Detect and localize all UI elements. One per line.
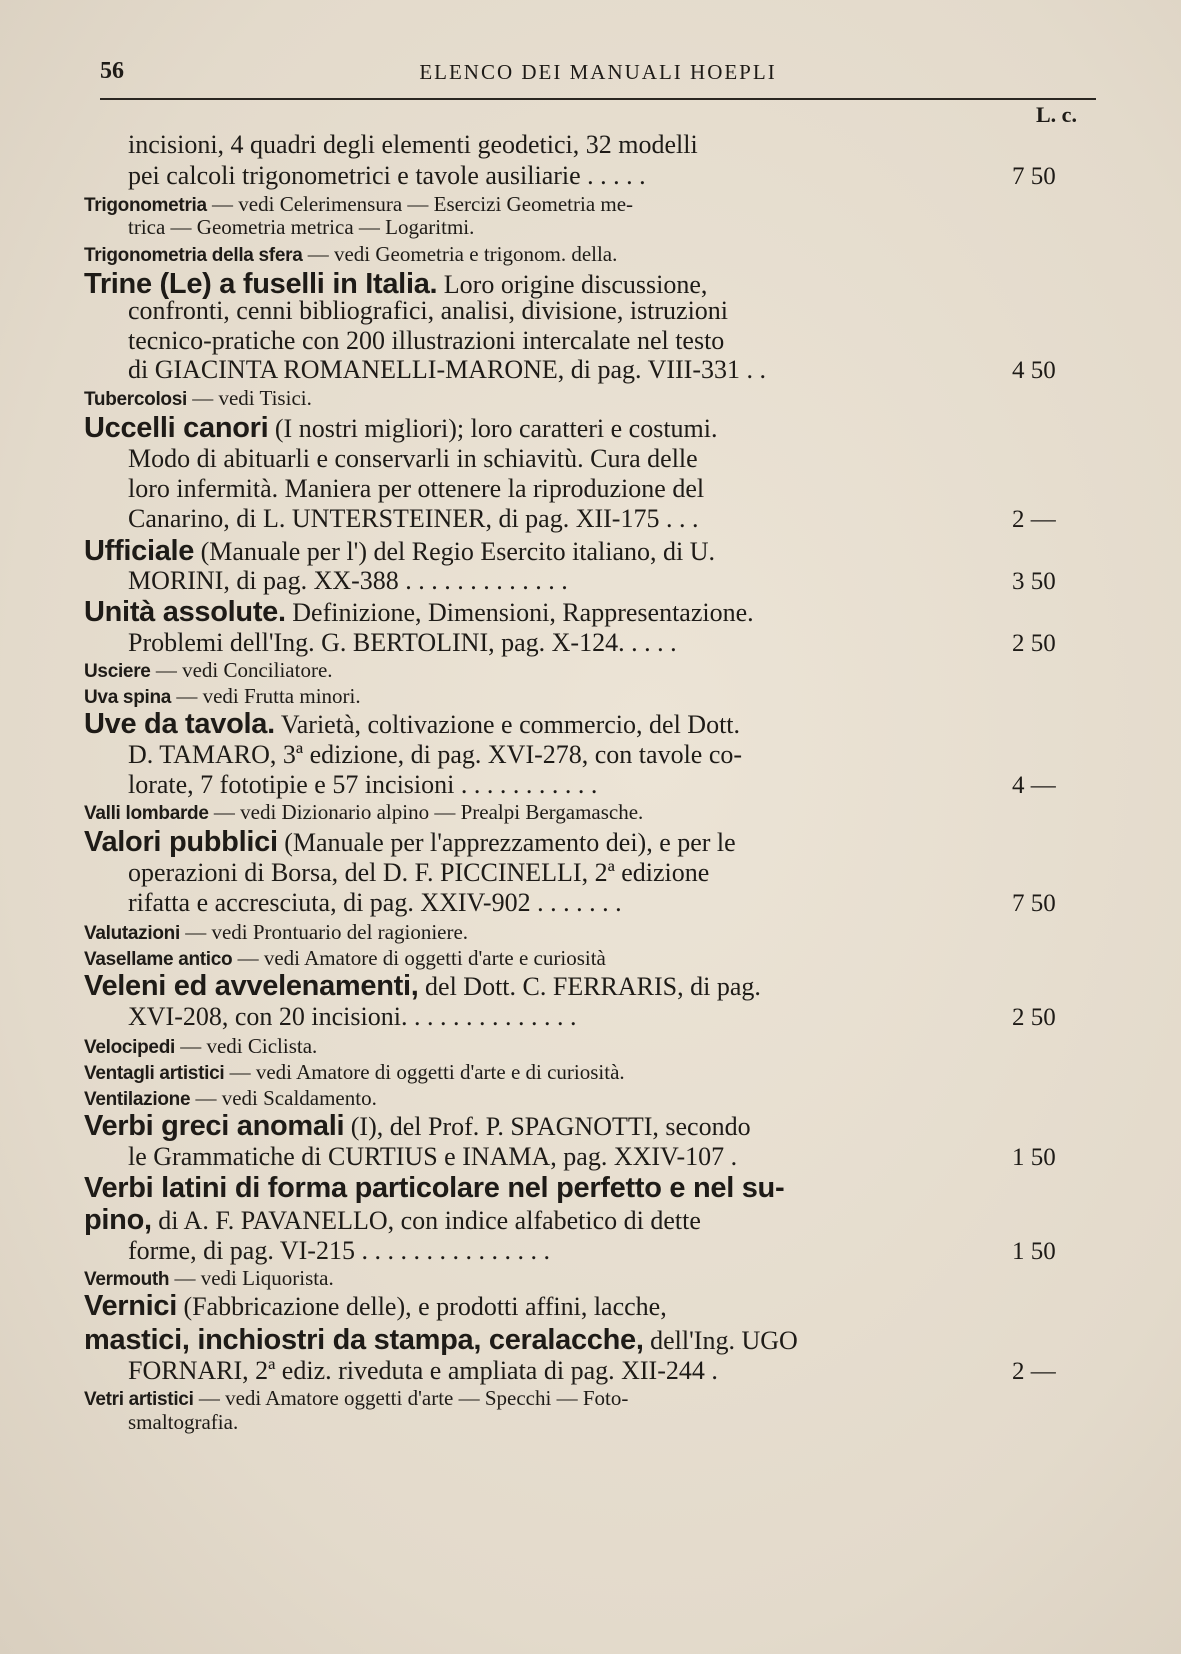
entry-price: 7 50 <box>1012 163 1056 190</box>
entry-line <box>84 244 617 265</box>
entry-headword: Ventilazione <box>84 1089 191 1110</box>
entry-headword: Ufficiale <box>84 535 195 567</box>
entry-line <box>84 1292 667 1321</box>
entry-text: D. TAMARO, 3ª edizione, di pag. XVI-278, con tavole co- <box>128 740 743 769</box>
entry-line <box>128 1358 718 1384</box>
entry-headword: Valori pubblici <box>84 826 278 858</box>
entry-line <box>84 828 736 857</box>
entry-price: 2 — <box>1012 1358 1056 1385</box>
entry-text: rifatta e accresciuta, di pag. XXIV-902 . . . . . . . <box>128 888 622 917</box>
entry-text: le Grammatiche di CURTIUS e INAMA, pag. XXIV-107 . <box>128 1142 738 1171</box>
entry-text: Definizione, Dimensioni, Rappresentazione. <box>285 598 754 627</box>
entry-line <box>128 446 698 472</box>
entry-line <box>84 1268 334 1289</box>
entry-text: (Manuale per l') del Regio Esercito italiano, di U. <box>194 537 716 566</box>
entry-headword: Veleni ed avvelenamenti, <box>84 970 419 1002</box>
entry-line <box>84 1036 317 1057</box>
entry-text: (Fabbricazione delle), e prodotti affini, lacche, <box>177 1292 667 1321</box>
entry-line <box>84 972 761 1001</box>
entry-headword: Trigonometria della sfera <box>84 245 303 266</box>
entry-text: forme, di pag. VI-215 . . . . . . . . . . . . . . . <box>128 1236 550 1265</box>
entry-text: — vedi Amatore di oggetti d'arte e curiosità <box>232 946 606 970</box>
entry-text: — vedi Tisici. <box>186 386 312 410</box>
page-header <box>100 58 1096 92</box>
entry-price: 4 — <box>1012 772 1056 799</box>
entry-text: MORINI, di pag. XX-388 . . . . . . . . . . . . . <box>128 566 568 595</box>
entry-line <box>84 1206 701 1235</box>
entry-line <box>84 270 707 299</box>
entry-line <box>128 742 742 768</box>
entry-line <box>128 630 677 656</box>
entry-text: lorate, 7 fototipie e 57 incisioni . . . . . . . . . . . <box>128 770 598 799</box>
entry-text: di A. F. PAVANELLO, con indice alfabetico di dette <box>151 1206 701 1235</box>
entry-text: — vedi Amatore oggetti d'arte — Specchi — Foto- <box>193 1386 629 1410</box>
entry-text: — vedi Amatore di oggetti d'arte e di curiosità. <box>224 1060 625 1084</box>
entry-line <box>84 537 715 566</box>
entry-headword: mastici, inchiostri da stampa, ceralacche, <box>84 1324 644 1356</box>
entry-line <box>84 414 718 443</box>
entry-line <box>84 710 740 739</box>
entry-line <box>128 890 622 916</box>
entry-line <box>84 686 361 707</box>
entry-headword: Velocipedi <box>84 1037 175 1058</box>
entry-line <box>128 1004 576 1030</box>
entry-line <box>128 217 474 238</box>
entry-line <box>128 357 766 383</box>
entry-headword: Verbi latini di forma particolare nel perfetto e nel su- <box>84 1172 785 1204</box>
entry-text: Problemi dell'Ing. G. BERTOLINI, pag. X-124. . . . . <box>128 628 677 657</box>
entry-text: pei calcoli trigonometrici e tavole ausiliarie . . . . . <box>128 161 646 190</box>
entry-line <box>128 568 568 594</box>
entry-text: — vedi Dizionario alpino — Prealpi Bergamasche. <box>208 800 644 824</box>
entry-text: di GIACINTA ROMANELLI-MARONE, di pag. VIII-331 . . <box>128 355 766 384</box>
entry-headword: Usciere <box>84 661 151 682</box>
entry-text: (I), del Prof. P. SPAGNOTTI, secondo <box>344 1112 751 1141</box>
entry-text: incisioni, 4 quadri degli elementi geodetici, 32 modelli <box>128 130 698 159</box>
entry-line <box>128 163 646 189</box>
entry-text: Canarino, di L. UNTERSTEINER, di pag. XII-175 . . . <box>128 504 699 533</box>
running-title: ELENCO DEI MANUALI HOEPLI <box>419 60 777 84</box>
entry-text: (Manuale per l'apprezzamento dei), e per le <box>277 828 736 857</box>
entry-headword: pino, <box>84 1204 152 1236</box>
entry-line <box>128 476 704 502</box>
entry-headword: Uva spina <box>84 687 172 708</box>
entry-text: — vedi Prontuario del ragioniere. <box>179 920 469 944</box>
entry-line <box>84 922 468 943</box>
entry-line <box>84 1062 625 1083</box>
entry-headword: Vasellame antico <box>84 949 233 970</box>
entry-text: Loro origine discussione, <box>437 270 708 299</box>
entry-line <box>128 1412 238 1433</box>
entry-line <box>84 1112 751 1141</box>
entry-text: loro infermità. Maniera per ottenere la riproduzione del <box>128 474 705 503</box>
entry-line <box>128 132 698 158</box>
entry-text: — vedi Liquorista. <box>169 1266 334 1290</box>
entry-headword: Vermouth <box>84 1269 170 1290</box>
entry-headword: Uccelli canori <box>84 412 269 444</box>
entry-price: 7 50 <box>1012 890 1056 917</box>
entry-text: smaltografia. <box>128 1410 239 1434</box>
entry-headword: Valutazioni <box>84 923 180 944</box>
entry-line <box>84 948 606 969</box>
entry-text: tecnico-pratiche con 200 illustrazioni intercalate nel testo <box>128 326 725 355</box>
entry-line <box>84 802 643 823</box>
entry-line <box>128 298 728 324</box>
entry-price: 2 — <box>1012 506 1056 533</box>
entry-text: Modo di abituarli e conservarli in schiavitù. Cura delle <box>128 444 698 473</box>
entry-headword: Tubercolosi <box>84 389 187 410</box>
entry-text: — vedi Ciclista. <box>174 1034 318 1058</box>
entry-text: — vedi Conciliatore. <box>150 658 333 682</box>
entry-text: — vedi Scaldamento. <box>190 1086 377 1110</box>
entry-price: 4 50 <box>1012 357 1056 384</box>
currency-column-label: L. c. <box>1036 102 1077 127</box>
entry-text: (I nostri migliori); loro caratteri e costumi. <box>268 414 718 443</box>
entry-text: del Dott. C. FERRARIS, di pag. <box>418 972 761 1001</box>
entry-headword: Verbi greci anomali <box>84 1110 345 1142</box>
entry-line <box>128 1144 737 1170</box>
entry-price: 1 50 <box>1012 1238 1056 1265</box>
entry-headword: Unità assolute. <box>84 596 286 628</box>
entry-price: 2 50 <box>1012 630 1056 657</box>
entry-text: trica — Geometria metrica — Logaritmi. <box>128 215 475 239</box>
entry-line <box>128 860 709 886</box>
entry-line <box>84 388 312 409</box>
entry-headword: Trigonometria <box>84 195 207 216</box>
entry-headword: Trine (Le) a fuselli in Italia. <box>84 268 438 300</box>
entry-line <box>84 1388 628 1409</box>
entry-text: — vedi Frutta minori. <box>171 684 361 708</box>
page-number: 56 <box>100 58 124 84</box>
entry-line <box>84 1326 798 1355</box>
entry-price: 2 50 <box>1012 1004 1056 1031</box>
entry-headword: Valli lombarde <box>84 803 209 824</box>
entry-price: 1 50 <box>1012 1144 1056 1171</box>
entry-text: Varietà, coltivazione e commercio, del Dott. <box>274 710 741 739</box>
entry-text: confronti, cenni bibliografici, analisi, divisione, istruzioni <box>128 296 729 325</box>
entry-text: operazioni di Borsa, del D. F. PICCINELLI, 2ª edizione <box>128 858 710 887</box>
entry-price: 3 50 <box>1012 568 1056 595</box>
entry-headword: Ventagli artistici <box>84 1063 225 1084</box>
header-rule <box>100 98 1096 100</box>
entry-line <box>84 660 333 681</box>
entry-text: dell'Ing. UGO <box>643 1326 798 1355</box>
entry-line <box>128 1238 550 1264</box>
entry-line <box>128 328 724 354</box>
entry-line <box>84 194 633 215</box>
entry-line <box>84 1088 377 1109</box>
entry-headword: Vetri artistici <box>84 1389 194 1410</box>
entry-headword: Vernici <box>84 1290 178 1322</box>
entry-line <box>84 598 754 627</box>
entry-line <box>128 772 597 798</box>
entry-line <box>84 1174 784 1203</box>
entry-text: XVI-208, con 20 incisioni. . . . . . . . . . . . . . <box>128 1002 577 1031</box>
entry-text: — vedi Geometria e trigonom. della. <box>302 242 618 266</box>
entry-text: — vedi Celerimensura — Esercizi Geometria me- <box>206 192 634 216</box>
entry-line <box>128 506 698 532</box>
entry-headword: Uve da tavola. <box>84 708 275 740</box>
entry-text: FORNARI, 2ª ediz. riveduta e ampliata di pag. XII-244 . <box>128 1356 718 1385</box>
